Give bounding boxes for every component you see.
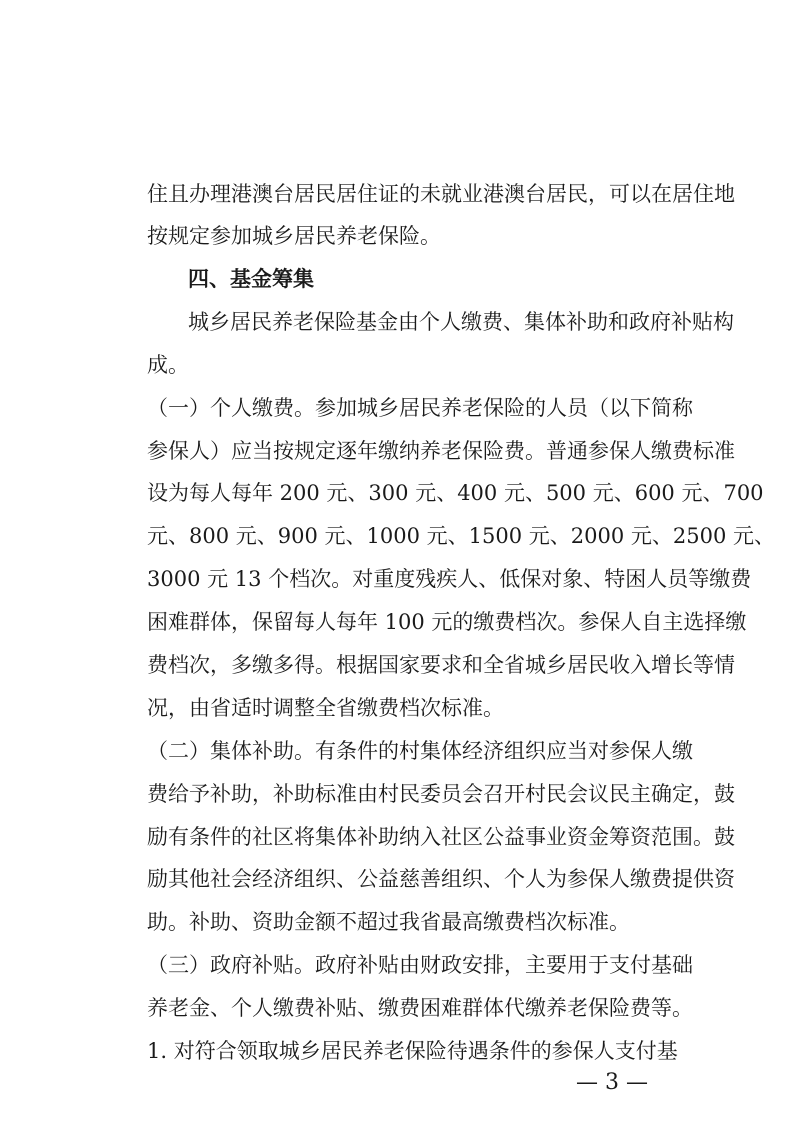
- paragraph-line: 费给予补助，补助标准由村民委员会召开村民会议民主确定，鼓: [147, 782, 735, 806]
- paragraph-line: 按规定参加城乡居民养老保险。: [147, 224, 441, 248]
- paragraph-line: 元、800 元、900 元、1000 元、1500 元、2000 元、2500 元、: [147, 524, 775, 548]
- paragraph-line: 助。补助、资助金额不超过我省最高缴费档次标准。: [147, 910, 630, 934]
- paragraph-line: （二）集体补助。有条件的村集体经济组织应当对参保人缴: [147, 739, 693, 763]
- paragraph-line: （三）政府补贴。政府补贴由财政安排，主要用于支付基础: [147, 953, 693, 977]
- paragraph-line: 参保人）应当按规定逐年缴纳养老保险费。普通参保人缴费标准: [147, 439, 735, 463]
- paragraph-line: 费档次，多缴多得。根据国家要求和全省城乡居民收入增长等情: [147, 653, 735, 677]
- section-heading: 四、基金筹集: [188, 267, 314, 291]
- paragraph-line: 养老金、个人缴费补贴、缴费困难群体代缴养老保险费等。: [147, 996, 693, 1020]
- paragraph-line: 励有条件的社区将集体补助纳入社区公益事业资金筹资范围。鼓: [147, 825, 735, 849]
- paragraph-line: 励其他社会经济组织、公益慈善组织、个人为参保人缴费提供资: [147, 867, 735, 891]
- paragraph-line: （一）个人缴费。参加城乡居民养老保险的人员（以下简称: [147, 396, 693, 420]
- paragraph-line: 成。: [147, 353, 189, 377]
- paragraph-line: 3000 元 13 个档次。对重度残疾人、低保对象、特困人员等缴费: [147, 567, 752, 591]
- page-number: — 3 —: [576, 1070, 648, 1095]
- paragraph-line: 住且办理港澳台居民居住证的未就业港澳台居民，可以在居住地: [147, 182, 735, 206]
- paragraph-line: 1. 对符合领取城乡居民养老保险待遇条件的参保人支付基: [147, 1039, 678, 1063]
- paragraph-line: 况，由省适时调整全省缴费档次标准。: [147, 696, 504, 720]
- paragraph-line: 设为每人每年 200 元、300 元、400 元、500 元、600 元、700: [147, 481, 764, 505]
- paragraph-line: 困难群体，保留每人每年 100 元的缴费档次。参保人自主选择缴: [147, 610, 747, 634]
- paragraph-line: 城乡居民养老保险基金由个人缴费、集体补助和政府补贴构: [188, 310, 734, 334]
